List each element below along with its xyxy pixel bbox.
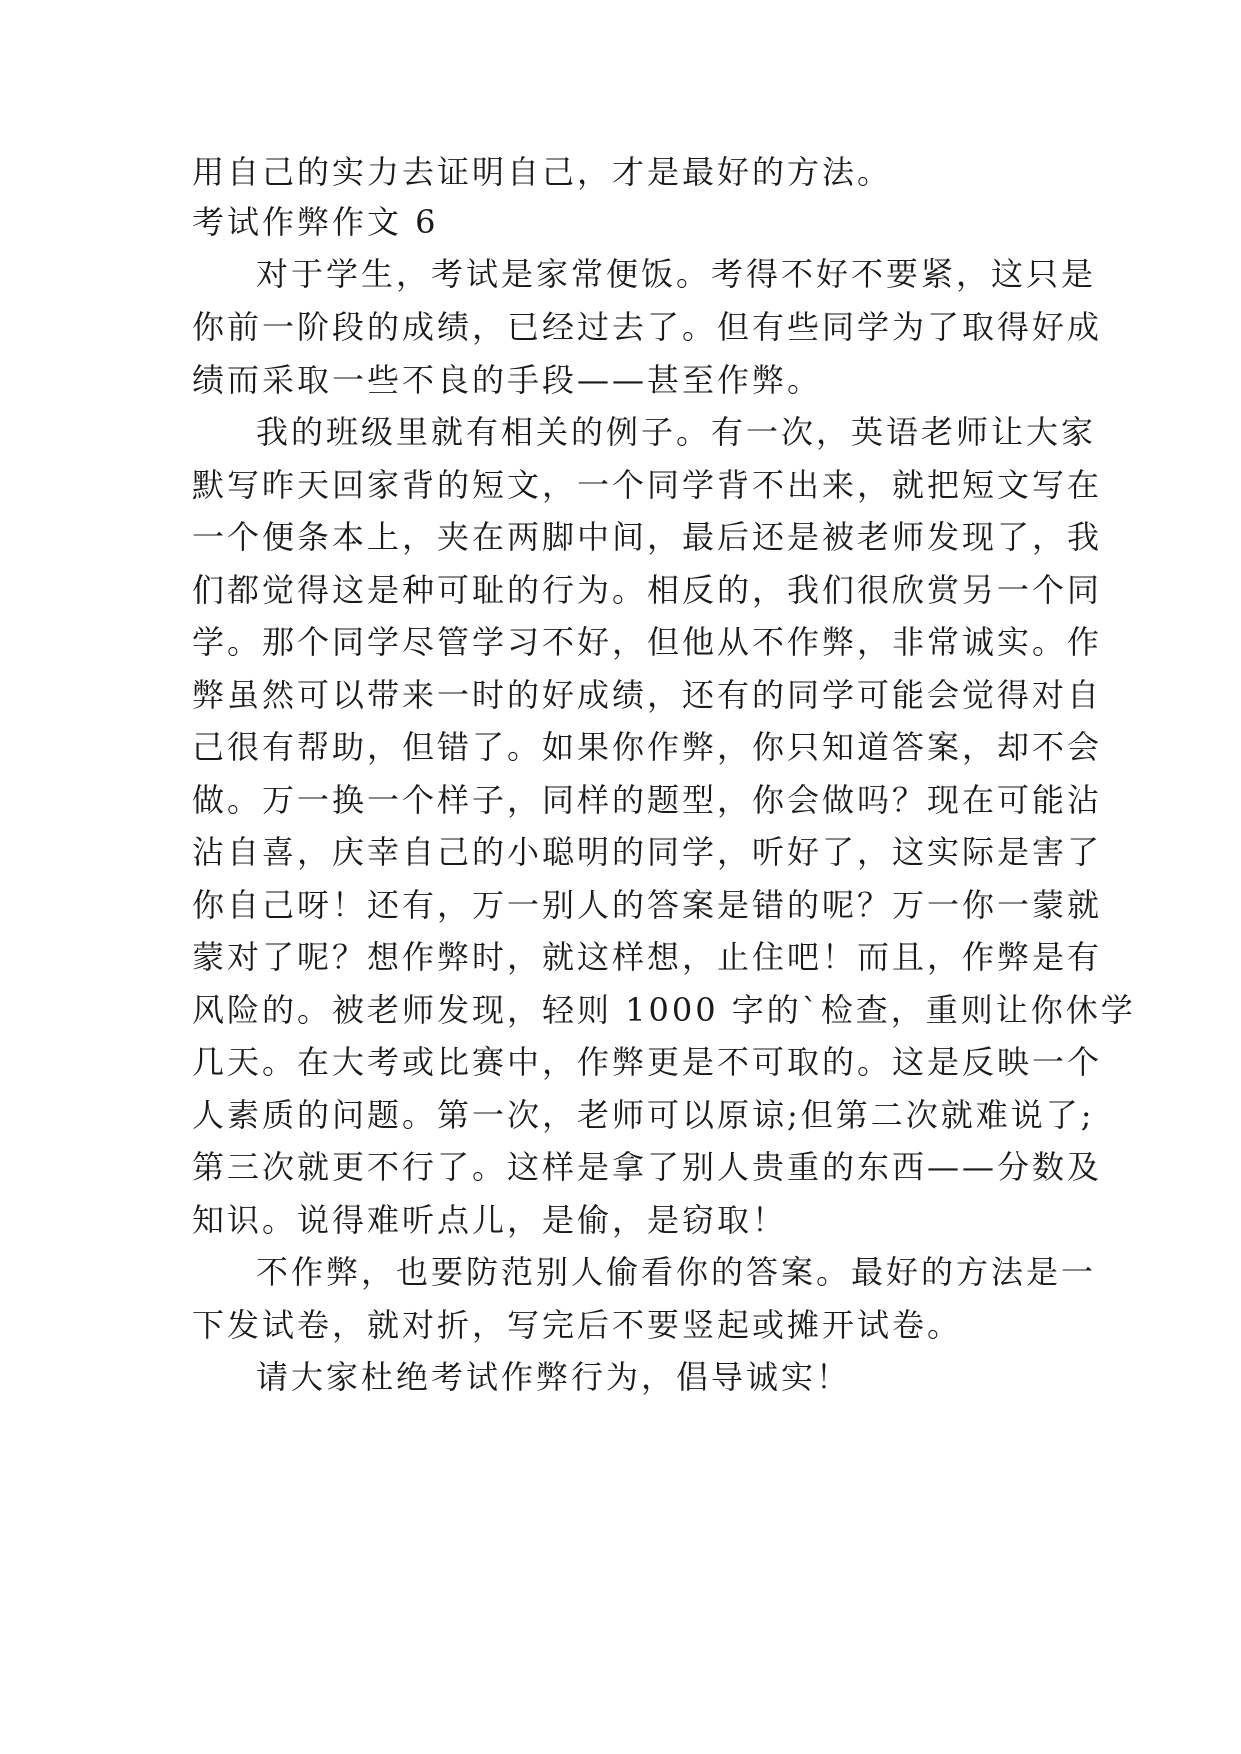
- paragraph-3-line-1: 不作弊，也要防范别人偷看你的答案。最好的方法是一: [256, 1253, 1097, 1291]
- paragraph-1-line-3: 绩而采取一些不良的手段——甚至作弊。: [192, 361, 823, 399]
- paragraph-2-line-5: 学。那个同学尽管学习不好，但他从不作弊，非常诚实。作: [192, 623, 1103, 661]
- paragraph-2-line-1: 我的班级里就有相关的例子。有一次，英语老师让大家: [256, 413, 1097, 451]
- paragraph-1-line-2: 你前一阶段的成绩，已经过去了。但有些同学为了取得好成: [192, 308, 1103, 346]
- paragraph-2-line-3: 一个便条本上，夹在两脚中间，最后还是被老师发现了，我: [192, 518, 1103, 556]
- paragraph-2-line-16: 知识。说得难听点儿，是偷，是窃取！: [192, 1201, 788, 1239]
- essay-title: 考试作弊作文 6: [192, 203, 439, 241]
- paragraph-2-line-2: 默写昨天回家背的短文，一个同学背不出来，就把短文写在: [192, 466, 1103, 504]
- paragraph-2-line-14: 人素质的问题。第一次，老师可以原谅;但第二次就难说了;: [192, 1096, 1095, 1134]
- closing-line-previous-essay: 用自己的实力去证明自己，才是最好的方法。: [192, 153, 893, 191]
- paragraph-2-line-15: 第三次就更不行了。这样是拿了别人贵重的东西——分数及: [192, 1148, 1103, 1186]
- paragraph-2-line-4: 们都觉得这是种可耻的行为。相反的，我们很欣赏另一个同: [192, 571, 1103, 609]
- paragraph-3-line-2: 下发试卷，就对折，写完后不要竖起或摊开试卷。: [192, 1306, 963, 1344]
- paragraph-2-line-8: 做。万一换一个样子，同样的题型，你会做吗？现在可能沾: [192, 781, 1103, 819]
- paragraph-2-line-10: 你自己呀！还有，万一别人的答案是错的呢？万一你一蒙就: [192, 886, 1103, 924]
- paragraph-2-line-13: 几天。在大考或比赛中，作弊更是不可取的。这是反映一个: [192, 1043, 1103, 1081]
- paragraph-2-line-6: 弊虽然可以带来一时的好成绩，还有的同学可能会觉得对自: [192, 676, 1103, 714]
- paragraph-2-line-11: 蒙对了呢？想作弊时，就这样想，止住吧！而且，作弊是有: [192, 938, 1103, 976]
- paragraph-2-line-7: 己很有帮助，但错了。如果你作弊，你只知道答案，却不会: [192, 728, 1103, 766]
- paragraph-2-line-9: 沾自喜，庆幸自己的小聪明的同学，听好了，这实际是害了: [192, 833, 1103, 871]
- paragraph-1-line-1: 对于学生，考试是家常便饭。考得不好不要紧，这只是: [256, 255, 1097, 293]
- paragraph-2-line-12: 风险的。被老师发现，轻则 1000 字的`检查，重则让你休学: [192, 991, 1136, 1029]
- paragraph-4-line-1: 请大家杜绝考试作弊行为，倡导诚实！: [256, 1358, 852, 1396]
